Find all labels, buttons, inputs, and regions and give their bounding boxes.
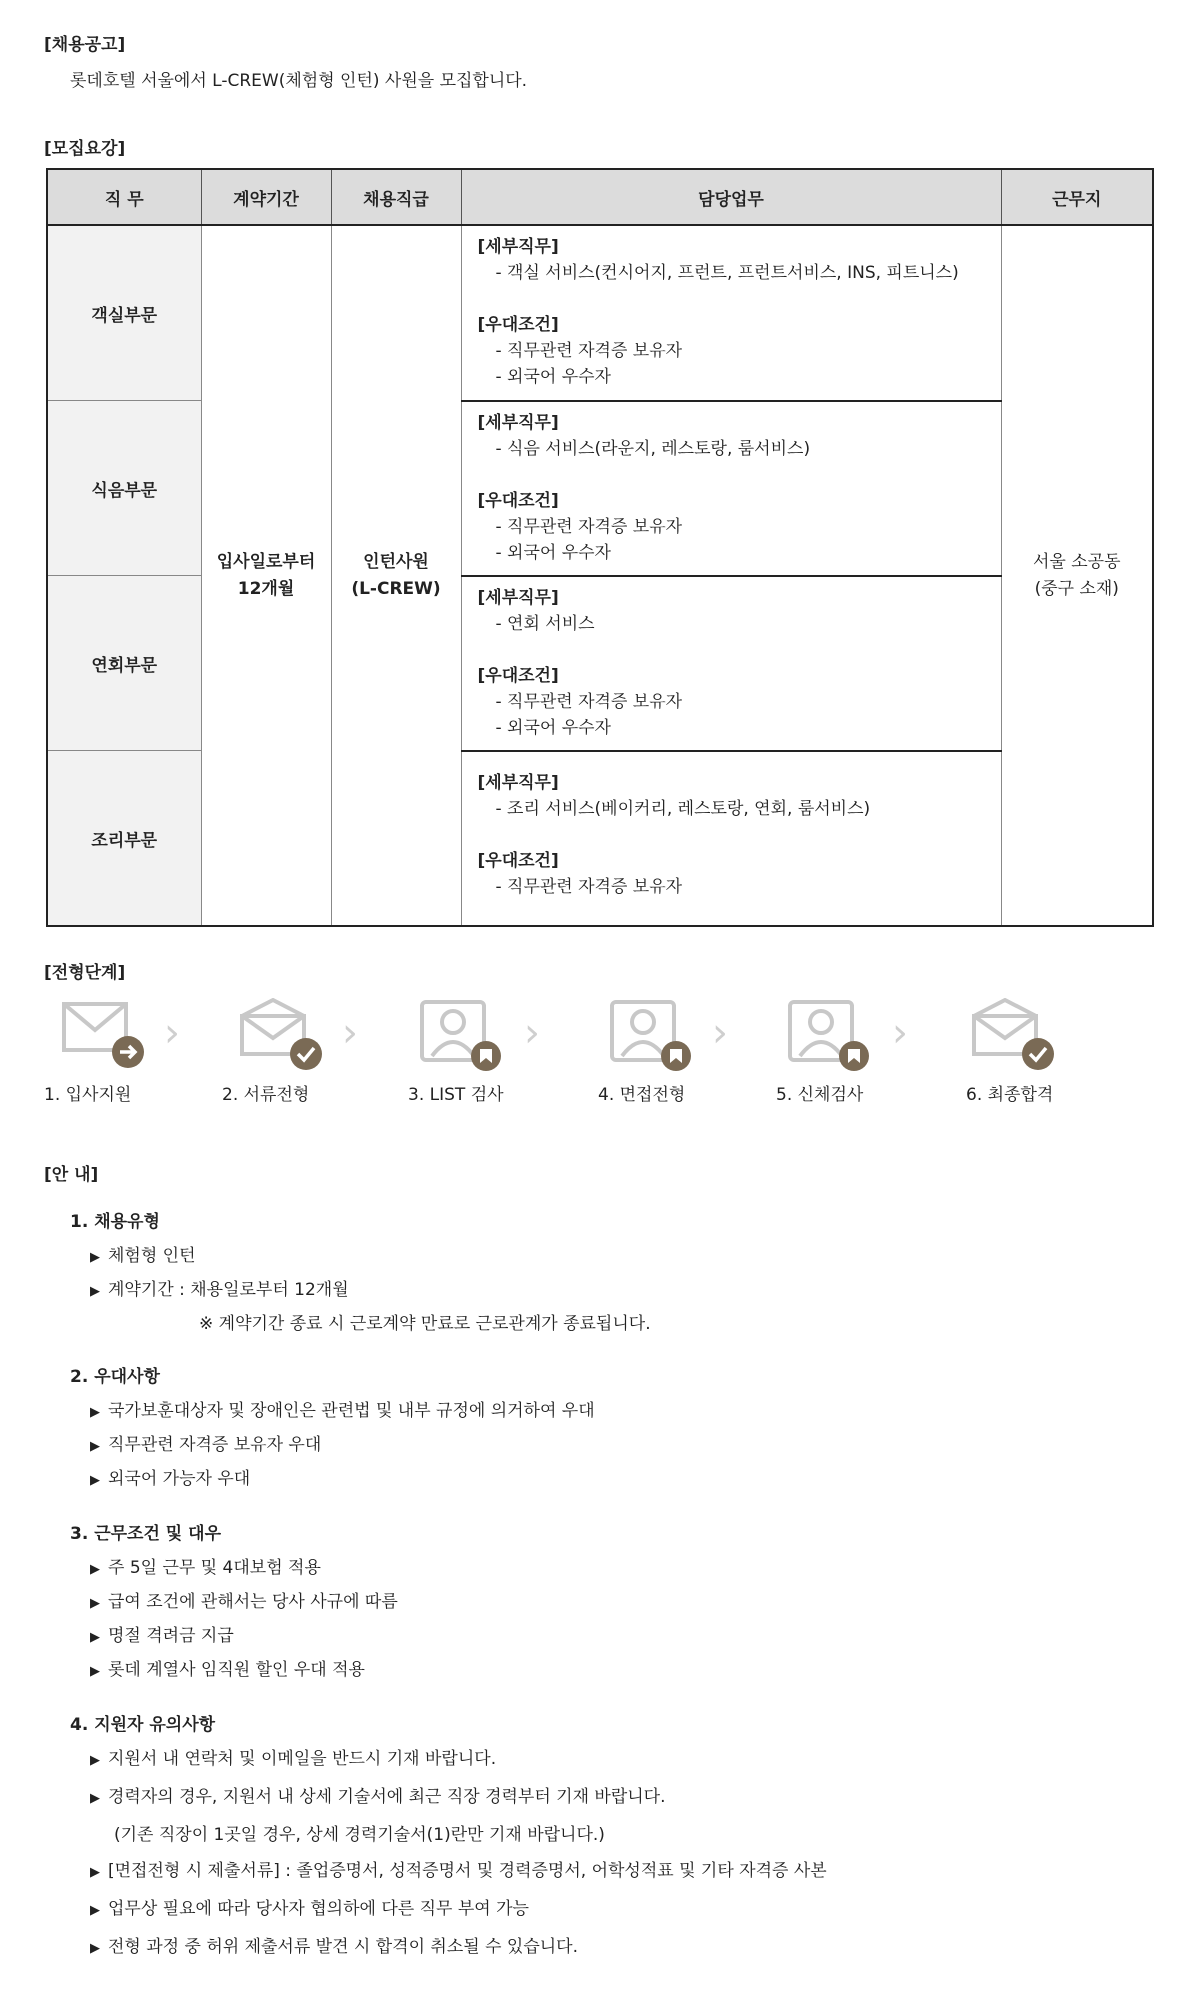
- list-item-text: 직무관련 자격증 보유자 우대: [108, 1435, 322, 1455]
- list-item: [90, 1395, 1144, 1429]
- location-line1: 서울 소공동: [1032, 551, 1121, 572]
- list-item: [90, 1429, 1144, 1463]
- chevron-right-icon: ›: [524, 1010, 540, 1056]
- bullet-triangle-icon: ▶: [90, 1439, 100, 1454]
- list-item: [90, 1779, 1144, 1817]
- step-1: [44, 998, 160, 1105]
- step-2: [222, 998, 338, 1105]
- list-item-text: 국가보훈대상자 및 장애인은 관련법 및 내부 규정에 의거하여 우대: [108, 1401, 595, 1421]
- pref-item: - 직무관련 자격증 보유자: [495, 341, 683, 361]
- contract-period: [201, 225, 331, 926]
- envelope-arrow-icon: [60, 998, 150, 1074]
- step-4: [598, 998, 708, 1105]
- list-item-text: 주 5일 근무 및 4대보험 적용: [108, 1558, 321, 1578]
- step-label: 3. LIST 검사: [408, 1085, 504, 1105]
- pref-heading: [우대조건]: [477, 665, 559, 686]
- detail-item: - 식음 서비스(라운지, 레스토랑, 룸서비스): [495, 438, 811, 459]
- detail-heading: [세부직무]: [477, 772, 559, 793]
- recruit-table: [46, 168, 1154, 927]
- step-label: 5. 신체검사: [776, 1085, 864, 1105]
- step-3: [408, 998, 518, 1105]
- pref-item: - 직무관련 자격증 보유자: [495, 691, 683, 712]
- contract-line1: 입사일로부터: [216, 551, 316, 572]
- step-6: [960, 998, 1070, 1105]
- list-item-text: 전형 과정 중 허위 제출서류 발견 시 합격이 취소될 수 있습니다.: [108, 1937, 578, 1957]
- pref-heading: [우대조건]: [477, 315, 559, 335]
- list-item-text: 명절 격려금 지급: [108, 1626, 234, 1646]
- contract-line2: 12개월: [237, 578, 295, 599]
- list-item-text: [면접전형 시 제출서류] : 졸업증명서, 성적증명서 및 경력증명서, 어학성적표 및 기타 자격증 사본: [108, 1861, 827, 1881]
- bullet-triangle-icon: ▶: [90, 1630, 100, 1645]
- dept-banquet: 연회부문: [47, 576, 201, 751]
- bullet-triangle-icon: ▶: [90, 1473, 100, 1488]
- chevron-right-icon: ›: [164, 1010, 180, 1056]
- list-item-text: 계약기간 : 채용일로부터 12개월: [108, 1280, 349, 1300]
- list-item-text: 경력자의 경우, 지원서 내 상세 기술서에 최근 직장 경력부터 기재 바랍니다.: [108, 1787, 666, 1807]
- guide-heading-2: 2. 우대사항: [70, 1367, 160, 1387]
- bullet-triangle-icon: ▶: [90, 1284, 100, 1299]
- dept-culinary: 조리부문: [47, 751, 201, 927]
- detail-heading: [세부직무]: [477, 237, 559, 257]
- notice-title: [채용공고]: [44, 35, 126, 55]
- step-label: 4. 면접전형: [598, 1085, 686, 1105]
- guide-note: ※ 계약기간 종료 시 근로계약 만료로 근로관계가 종료됩니다.: [199, 1314, 651, 1334]
- list-item: [90, 1891, 1144, 1929]
- work-location: [1001, 225, 1153, 926]
- person-badge-icon: [418, 998, 508, 1074]
- list-item: [90, 1853, 1144, 1891]
- duty-banquet: [461, 576, 1001, 751]
- table-header-row: [47, 169, 1153, 225]
- pref-item: - 외국어 우수자: [495, 542, 611, 563]
- bullet-triangle-icon: ▶: [90, 1664, 100, 1679]
- step-label: 1. 입사지원: [44, 1085, 132, 1105]
- list-item: [90, 1274, 1144, 1308]
- bullet-triangle-icon: ▶: [90, 1596, 100, 1611]
- list-item: [90, 1741, 1144, 1779]
- step-label: 2. 서류전형: [222, 1085, 310, 1105]
- header-grade: 채용직급: [331, 169, 461, 225]
- bullet-triangle-icon: ▶: [90, 1903, 100, 1918]
- pref-item: - 직무관련 자격증 보유자: [495, 516, 683, 537]
- duty-room: [461, 225, 1001, 401]
- bullet-triangle-icon: ▶: [90, 1250, 100, 1265]
- step-label: 6. 최종합격: [966, 1085, 1054, 1105]
- hire-grade: [331, 225, 461, 926]
- pref-heading: [우대조건]: [477, 850, 559, 871]
- process-title: [전형단계]: [44, 963, 126, 983]
- bullet-triangle-icon: ▶: [90, 1865, 100, 1880]
- bullet-triangle-icon: ▶: [90, 1753, 100, 1768]
- list-item-text: 급여 조건에 관해서는 당사 사규에 따름: [108, 1592, 398, 1612]
- guide-section: [44, 1160, 1144, 1967]
- pref-heading: [우대조건]: [477, 490, 559, 511]
- bullet-triangle-icon: ▶: [90, 1405, 100, 1420]
- guide-heading-4: 4. 지원자 유의사항: [70, 1715, 216, 1735]
- list-item-text: 업무상 필요에 따라 당사자 협의하에 다른 직무 부여 가능: [108, 1899, 529, 1919]
- envelope-check-icon: [970, 998, 1060, 1074]
- guide-heading-1: 1. 채용유형: [70, 1212, 160, 1232]
- detail-item: - 조리 서비스(베이커리, 레스토랑, 연회, 룸서비스): [495, 798, 871, 819]
- list-item: [90, 1240, 1144, 1274]
- dept-fnb: 식음부문: [47, 401, 201, 576]
- recruit-title: [모집요강]: [44, 139, 126, 159]
- detail-item: - 연회 서비스: [495, 613, 595, 634]
- list-item-text: 체험형 인턴: [108, 1246, 196, 1266]
- detail-heading: [세부직무]: [477, 587, 559, 608]
- notice-intro: 롯데호텔 서울에서 L-CREW(체험형 인턴) 사원을 모집합니다.: [70, 71, 528, 91]
- detail-item: - 객실 서비스(컨시어지, 프런트, 프런트서비스, INS, 피트니스): [495, 263, 959, 283]
- list-item-text: 외국어 가능자 우대: [108, 1469, 251, 1489]
- duty-culinary: [461, 751, 1001, 927]
- process-steps: [40, 998, 1140, 1108]
- step-5: [776, 998, 886, 1105]
- list-item-text: 롯데 계열사 임직원 할인 우대 적용: [108, 1660, 365, 1680]
- grade-line1: 인턴사원: [363, 551, 429, 572]
- bullet-triangle-icon: ▶: [90, 1791, 100, 1806]
- envelope-check-icon: [238, 998, 328, 1074]
- detail-heading: [세부직무]: [477, 412, 559, 433]
- person-badge-icon: [608, 998, 698, 1074]
- list-item-text: 지원서 내 연락처 및 이메일을 반드시 기재 바랍니다.: [108, 1749, 497, 1769]
- chevron-right-icon: ›: [712, 1010, 728, 1056]
- list-item: [90, 1586, 1144, 1620]
- list-item: [90, 1620, 1144, 1654]
- chevron-right-icon: ›: [892, 1010, 908, 1056]
- list-item: [90, 1463, 1144, 1497]
- table-row: [47, 225, 1153, 401]
- header-duty: 담당업무: [461, 169, 1001, 225]
- list-item: [90, 1552, 1144, 1586]
- pref-item: - 직무관련 자격증 보유자: [495, 876, 683, 897]
- guide-heading-3: 3. 근무조건 및 대우: [70, 1524, 221, 1544]
- location-line2: (중구 소재): [1034, 578, 1119, 599]
- header-contract: 계약기간: [201, 169, 331, 225]
- person-badge-icon: [786, 998, 876, 1074]
- dept-room: 객실부문: [47, 225, 201, 401]
- duty-fnb: [461, 401, 1001, 576]
- grade-line2: (L-CREW): [351, 578, 441, 599]
- bullet-triangle-icon: ▶: [90, 1562, 100, 1577]
- header-job: 직 무: [47, 169, 201, 225]
- list-item: [90, 1654, 1144, 1688]
- chevron-right-icon: ›: [342, 1010, 358, 1056]
- list-item: [90, 1929, 1144, 1967]
- guide-sub-note: (기존 직장이 1곳일 경우, 상세 경력기술서(1)란만 기재 바랍니다.): [114, 1825, 605, 1845]
- header-location: 근무지: [1001, 169, 1153, 225]
- pref-item: - 외국어 우수자: [495, 367, 611, 387]
- guide-title: [안 내]: [44, 1165, 99, 1185]
- bullet-triangle-icon: ▶: [90, 1941, 100, 1956]
- pref-item: - 외국어 우수자: [495, 717, 611, 738]
